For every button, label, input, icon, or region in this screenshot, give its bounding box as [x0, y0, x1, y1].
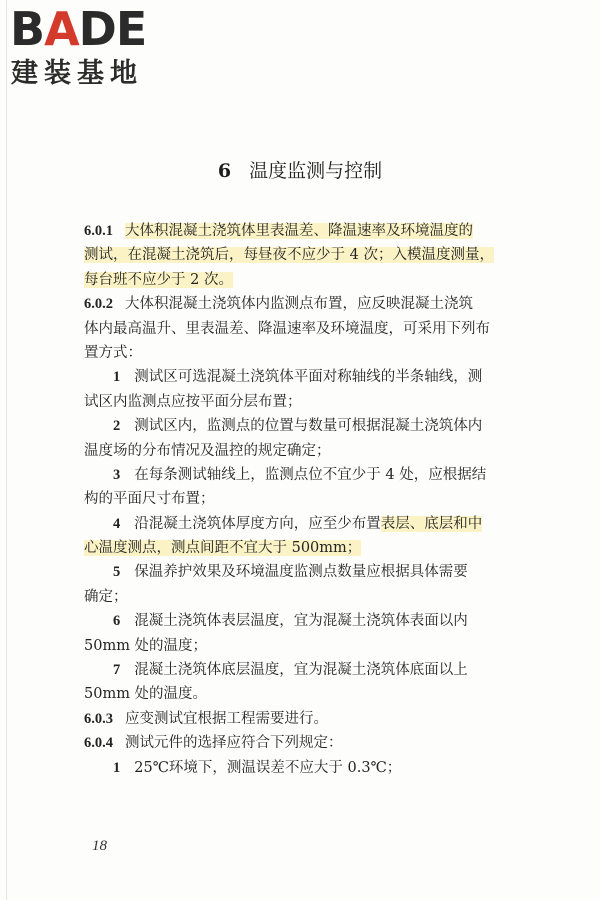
clause-text: 测试元件的选择应符合下列规定： — [125, 735, 343, 752]
item-3-line-1 — [84, 463, 524, 487]
clause-602-line-1 — [84, 292, 524, 316]
clause-603-line-1 — [84, 707, 524, 731]
clause-number: 6.0.1 — [84, 223, 113, 239]
chapter-title — [0, 157, 600, 185]
item-7-line-1 — [84, 658, 524, 682]
clause-number: 6.0.4 — [84, 735, 113, 752]
item-text: 沿混凝土浇筑体厚度方向，应至少布置 — [134, 515, 381, 532]
item-3-line-2: 构的平面尺寸布置； — [84, 491, 215, 508]
clause-text: 应变测试宜根据工程需要进行。 — [125, 710, 328, 727]
clause-601-line-3 — [84, 268, 524, 292]
clause-number: 6.0.2 — [84, 296, 113, 313]
item-1-line-2: 试区内监测点应按平面分层布置； — [84, 393, 302, 410]
highlighted-text: 大体积混凝土浇筑体里表温差、降温速率及环境温度的 — [125, 223, 473, 239]
clause-601-line-2 — [84, 243, 524, 267]
body-text — [84, 219, 524, 780]
item-text: 混凝土浇筑体底层温度，宜为混凝土浇筑体底面以上 — [134, 662, 468, 679]
highlighted-text: 每台班不应少于 2 次。 — [84, 271, 233, 288]
item-2-line-1 — [84, 414, 524, 438]
clause-604-item-1 — [84, 756, 524, 780]
clause-number: 6.0.3 — [84, 710, 113, 727]
item-number: 4 — [113, 515, 121, 532]
item-4-line-2 — [84, 536, 524, 560]
logo-letters-de: DE — [78, 2, 147, 56]
clause-text: 大体积混凝土浇筑体内监测点布置，应反映混凝土浇筑 — [125, 296, 473, 313]
logo-letter-a-accent: A — [44, 2, 79, 56]
item-6-line-2: 50mm 处的温度； — [84, 637, 208, 654]
clause-602-line-3: 置方式： — [84, 344, 142, 361]
item-1-line-1 — [84, 365, 524, 389]
item-number: 1 — [113, 369, 121, 386]
item-5-line-2: 确定； — [84, 588, 128, 605]
page-edge-shadow — [6, 0, 7, 900]
clause-602-line-2: 体内最高温升、里表温差、降温速率及环境温度，可采用下列布 — [84, 320, 490, 337]
item-2-line-2: 温度场的分布情况及温控的规定确定； — [84, 442, 331, 459]
page-number: 18 — [92, 838, 107, 854]
clause-604-line-1 — [84, 731, 524, 755]
highlighted-text: 测试，在混凝土浇筑后，每昼夜不应少于 4 次；入模温度测量， — [84, 247, 494, 264]
clause-601-line-1 — [84, 219, 524, 243]
item-text: 25℃环境下，测温误差不应大于 0.3℃； — [134, 759, 402, 776]
bade-logo — [10, 4, 180, 94]
chapter-number: 6 — [217, 160, 232, 182]
item-number: 2 — [113, 418, 121, 435]
item-text: 测试区可选混凝土浇筑体平面对称轴线的半条轴线，测 — [134, 369, 483, 386]
item-text: 测试区内，监测点的位置与数量可根据混凝土浇筑体内 — [134, 418, 483, 435]
item-4-line-1 — [84, 512, 524, 536]
logo-wordmark — [10, 4, 146, 54]
item-number: 6 — [113, 613, 121, 630]
item-number: 5 — [113, 564, 121, 581]
item-number: 1 — [113, 759, 121, 776]
item-text: 混凝土浇筑体表层温度，宜为混凝土浇筑体表面以内 — [134, 613, 468, 630]
logo-subtitle: 建装基地 — [11, 58, 143, 89]
highlighted-text: 表层、底层和中 — [380, 515, 483, 532]
item-number: 7 — [113, 662, 121, 679]
item-6-line-1 — [84, 609, 524, 633]
item-5-line-1 — [84, 560, 524, 584]
item-text: 在每条测试轴线上，监测点位不宜少于 4 处，应根据结 — [134, 466, 487, 483]
item-7-line-2: 50mm 处的温度。 — [84, 686, 208, 703]
highlighted-text: 心温度测点，测点间距不宜大于 500mm； — [84, 540, 362, 557]
item-text: 保温养护效果及环境温度监测点数量应根据具体需要 — [134, 564, 468, 581]
chapter-heading: 温度监测与控制 — [249, 160, 383, 182]
logo-letter-b: B — [10, 2, 45, 56]
item-number: 3 — [113, 466, 121, 483]
